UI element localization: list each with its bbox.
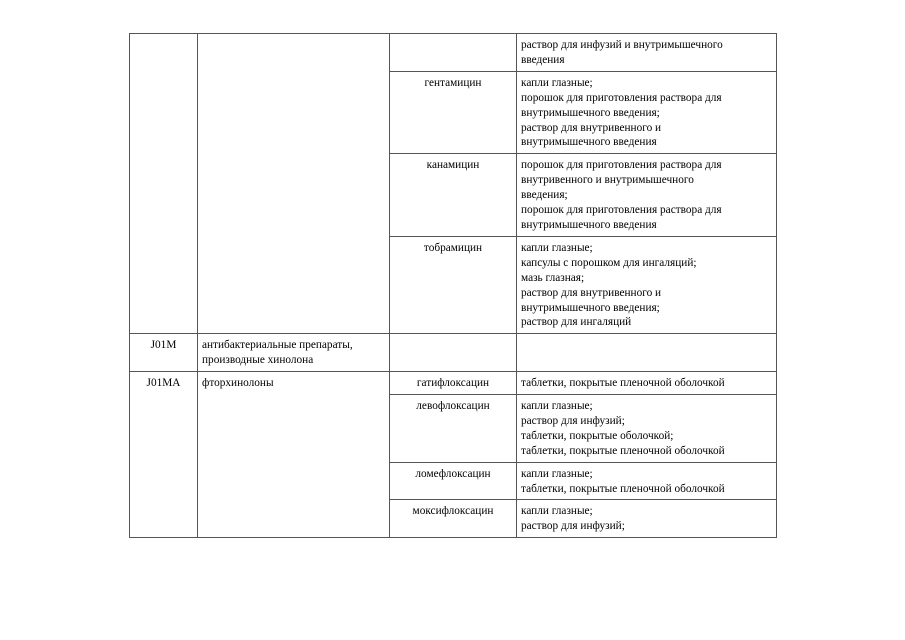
inn-cell: канамицин <box>390 154 517 237</box>
dosage-form-cell <box>517 395 777 463</box>
dosage-form-line: порошок для приготовления раствора для <box>521 91 722 104</box>
inn-cell: моксифлоксацин <box>390 500 517 538</box>
dosage-form-line: внутримышечного введения <box>521 218 657 231</box>
dosage-form-line: капсулы с порошком для ингаляций; <box>521 256 697 269</box>
inn-cell <box>390 334 517 372</box>
dosage-form-line: капли глазные; <box>521 505 593 518</box>
dosage-form-cell <box>517 334 777 372</box>
table-row <box>130 334 777 372</box>
inn-cell <box>390 34 517 72</box>
dosage-form-line: капли глазные; <box>521 241 593 254</box>
dosage-form-cell <box>517 462 777 500</box>
dosage-form-line: введения; <box>521 189 568 202</box>
atc-code-cell: J01MA <box>130 372 198 538</box>
dosage-form-line: таблетки, покрытые пленочной оболочкой <box>521 377 725 390</box>
atc-code-cell <box>130 34 198 334</box>
dosage-form-line: раствор для инфузий; <box>521 520 625 533</box>
inn-cell: ломефлоксацин <box>390 462 517 500</box>
dosage-form-cell <box>517 372 777 395</box>
dosage-form-line: таблетки, покрытые пленочной оболочкой <box>521 444 725 457</box>
dosage-form-line: капли глазные; <box>521 467 593 480</box>
dosage-form-line: таблетки, покрытые пленочной оболочкой <box>521 482 725 495</box>
table-row <box>130 34 777 72</box>
dosage-form-cell <box>517 236 777 333</box>
drug-table <box>129 33 777 538</box>
group-name-cell <box>198 34 390 334</box>
dosage-form-line: капли глазные; <box>521 76 593 89</box>
dosage-form-line: внутримышечного введения; <box>521 301 660 314</box>
dosage-form-line: раствор для инфузий и внутримышечного <box>521 39 723 51</box>
inn-cell: гатифлоксацин <box>390 372 517 395</box>
dosage-form-line: введения <box>521 53 565 66</box>
dosage-form-cell <box>517 34 777 72</box>
dosage-form-cell <box>517 71 777 154</box>
dosage-form-line: раствор для ингаляций <box>521 316 632 329</box>
atc-code-cell: J01M <box>130 334 198 372</box>
dosage-form-line: внутривенного и внутримышечного <box>521 174 694 187</box>
group-name-line: антибактериальные препараты, <box>202 339 353 352</box>
group-name-line: производные хинолона <box>202 354 314 367</box>
dosage-form-line: раствор для внутривенного и <box>521 121 662 134</box>
dosage-form-line: таблетки, покрытые оболочкой; <box>521 429 674 442</box>
inn-cell: левофлоксацин <box>390 395 517 463</box>
dosage-form-line: внутримышечного введения <box>521 136 657 149</box>
dosage-form-line: раствор для инфузий; <box>521 414 625 427</box>
dosage-form-line: внутримышечного введения; <box>521 106 660 119</box>
dosage-form-line: порошок для приготовления раствора для <box>521 204 722 217</box>
inn-cell: гентамицин <box>390 71 517 154</box>
dosage-form-line: раствор для внутривенного и <box>521 286 662 299</box>
group-name-cell: фторхинолоны <box>198 372 390 538</box>
dosage-form-line: мазь глазная; <box>521 271 585 284</box>
dosage-form-line: порошок для приготовления раствора для <box>521 159 722 172</box>
dosage-form-line: капли глазные; <box>521 400 593 413</box>
dosage-form-cell <box>517 500 777 538</box>
dosage-form-cell <box>517 154 777 237</box>
inn-cell: тобрамицин <box>390 236 517 333</box>
group-name-cell <box>198 334 390 372</box>
table-row <box>130 372 777 395</box>
